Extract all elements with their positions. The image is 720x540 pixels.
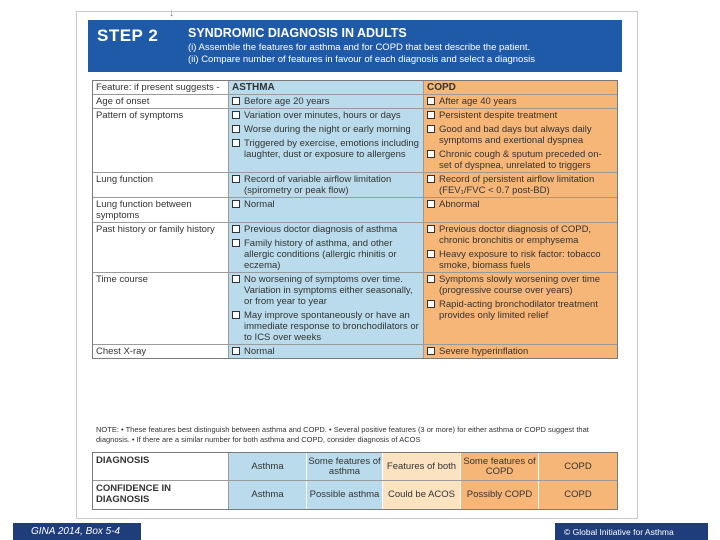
diagnosis-table [92,452,618,510]
header-title: SYNDROMIC DIAGNOSIS IN ADULTS [188,26,407,40]
confidence-cell: Could be ACOS [383,481,461,509]
asthma-feature-text: Normal [244,346,275,357]
feature-cell: Time course [93,273,229,344]
asthma-feature-text: Normal [244,199,275,210]
feature-cell: Lung function [93,173,229,197]
source-citation: GINA 2014, Box 5-4 [13,523,141,540]
checkbox-icon[interactable] [427,347,435,355]
copd-feature-item [427,274,614,296]
checkbox-icon[interactable] [427,200,435,208]
checkbox-icon[interactable] [427,175,435,183]
diagnosis-label: DIAGNOSIS [93,453,229,480]
checkbox-icon[interactable] [427,275,435,283]
copd-feature-text: Chronic cough & sputum preceded on-set of dyspnea, unrelated to triggers [439,149,602,171]
copd-column-header: COPD [424,81,617,94]
feature-column-header: Feature: if present suggests - [93,81,229,94]
copd-feature-text: Severe hyperinflation [439,346,529,357]
diagnosis-cell: Features of both [383,453,461,480]
copd-feature-text: Symptoms slowly worsening over time (progressive course over years) [439,274,601,296]
diagnosis-cell: Asthma [229,453,307,480]
diagnosis-cell: COPD [539,453,617,480]
asthma-feature-item [232,199,420,210]
step-header [88,20,622,72]
asthma-feature-item [232,110,420,121]
asthma-cell [229,198,424,222]
confidence-cell: Possible asthma [307,481,383,509]
checkbox-icon[interactable] [232,225,240,233]
asthma-cell [229,173,424,197]
diagnosis-cell: Some features of asthma [307,453,383,480]
note-text: NOTE: • These features best distinguish between asthma and COPD. • Several positive features (3 or more) for either asthma or COPD suggest that diagnosis. • If there are a similar number for both asthma and COPD, consider diagnosis of ACOS [92,422,618,450]
instruction-2: (ii) Compare number of features in favour of each diagnosis and select a diagnosis [188,54,535,65]
copd-feature-text: Persistent despite treatment [439,110,558,121]
asthma-feature-text: Previous doctor diagnosis of asthma [244,224,398,235]
footer [0,523,720,540]
checkbox-icon[interactable] [232,111,240,119]
asthma-feature-item [232,274,420,307]
confidence-row [93,481,617,509]
table-row [93,198,617,223]
asthma-cell [229,95,424,108]
asthma-column-header: ASTHMA [229,81,424,94]
asthma-feature-item [232,310,420,343]
features-table [92,80,618,359]
checkbox-icon[interactable] [232,200,240,208]
asthma-feature-text: Triggered by exercise, emotions including laughter, dust or exposure to allergens [244,138,419,160]
table-row [93,173,617,198]
copd-feature-item [427,249,614,271]
checkbox-icon[interactable] [232,125,240,133]
feature-cell: Pattern of symptoms [93,109,229,172]
asthma-feature-text: No worsening of symptoms over time. Variation in symptoms either seasonally, or from year to year [244,274,413,307]
copd-feature-text: Record of persistent airflow limitation (FEV₁/FVC < 0.7 post-BD) [439,174,595,196]
feature-cell: Age of onset [93,95,229,108]
asthma-feature-text: May improve spontaneously or have an immediate response to bronchodilators or to ICS over weeks [244,310,419,343]
feature-cell: Lung function between symptoms [93,198,229,222]
copd-cell [424,95,617,108]
copd-feature-item [427,299,614,321]
asthma-feature-item [232,138,420,160]
asthma-cell [229,223,424,272]
confidence-label: CONFIDENCE IN DIAGNOSIS [93,481,229,509]
copd-feature-text: Heavy exposure to risk factor: tobacco smoke, biomass fuels [439,249,601,271]
copd-cell [424,198,617,222]
copd-cell [424,223,617,272]
feature-cell: Past history or family history [93,223,229,272]
confidence-cell: COPD [539,481,617,509]
checkbox-icon[interactable] [232,275,240,283]
copd-cell [424,109,617,172]
checkbox-icon[interactable] [232,239,240,247]
copd-feature-item [427,174,614,196]
asthma-cell [229,273,424,344]
checkbox-icon[interactable] [427,150,435,158]
confidence-cell: Asthma [229,481,307,509]
instruction-1: (i) Assemble the features for asthma and for COPD that best describe the patient. [188,42,531,53]
checkbox-icon[interactable] [232,97,240,105]
copd-feature-item [427,124,614,146]
copd-feature-item [427,346,614,357]
asthma-feature-item [232,124,420,135]
asthma-feature-item [232,346,420,357]
checkbox-icon[interactable] [232,311,240,319]
asthma-feature-text: Variation over minutes, hours or days [244,110,401,121]
copd-feature-item [427,110,614,121]
checkbox-icon[interactable] [232,175,240,183]
checkbox-icon[interactable] [427,250,435,258]
copd-cell [424,273,617,344]
asthma-feature-text: Before age 20 years [244,96,330,107]
step-label: STEP 2 [97,26,159,45]
asthma-feature-item [232,224,420,235]
diagnosis-row [93,453,617,481]
copd-feature-text: Rapid-acting bronchodilator treatment provides only limited relief [439,299,598,321]
asthma-feature-text: Record of variable airflow limitation (spirometry or peak flow) [244,174,392,196]
table-row [93,345,617,358]
copd-cell [424,345,617,358]
copd-feature-text: Good and bad days but always daily symptoms and exertional dyspnea [439,124,592,146]
asthma-feature-item [232,174,420,196]
checkbox-icon[interactable] [232,347,240,355]
copyright-notice: © Global Initiative for Asthma [555,523,708,540]
table-row [93,273,617,345]
checkbox-icon[interactable] [427,225,435,233]
asthma-feature-text: Worse during the night or early morning [244,124,411,135]
copd-feature-item [427,96,614,107]
table-row [93,95,617,109]
down-arrow-icon: ↓ [169,8,174,19]
checkbox-icon[interactable] [427,300,435,308]
diagnosis-cell: Some features of COPD [461,453,539,480]
checkbox-icon[interactable] [427,97,435,105]
copd-feature-text: Abnormal [439,199,480,210]
copd-feature-item [427,224,614,246]
checkbox-icon[interactable] [427,111,435,119]
copd-feature-item [427,199,614,210]
table-row [93,223,617,273]
asthma-cell [229,109,424,172]
confidence-cell: Possibly COPD [461,481,539,509]
feature-cell: Chest X-ray [93,345,229,358]
copd-feature-text: After age 40 years [439,96,517,107]
copd-feature-text: Previous doctor diagnosis of COPD, chronic bronchitis or emphysema [439,224,592,246]
asthma-cell [229,345,424,358]
asthma-feature-text: Family history of asthma, and other allergic conditions (allergic rhinitis or eczema) [244,238,397,271]
copd-feature-item [427,149,614,171]
asthma-feature-item [232,96,420,107]
checkbox-icon[interactable] [427,125,435,133]
asthma-feature-item [232,238,420,271]
table-row [93,109,617,173]
table-header-row [93,81,617,95]
copd-cell [424,173,617,197]
checkbox-icon[interactable] [232,139,240,147]
